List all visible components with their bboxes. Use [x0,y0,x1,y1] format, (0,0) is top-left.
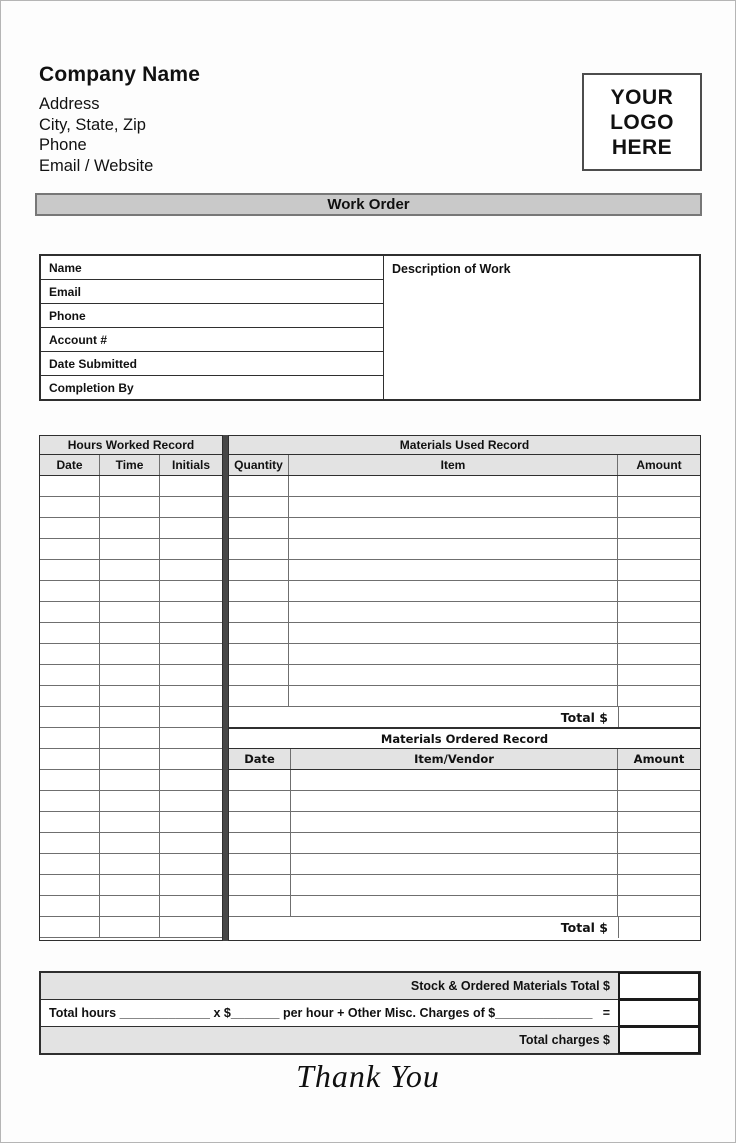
table-cell[interactable] [289,560,618,580]
table-row [229,602,700,623]
table-row [40,623,222,644]
table-cell[interactable] [618,581,700,601]
table-cell[interactable] [618,497,700,517]
table-row [40,686,222,707]
table-cell[interactable] [100,833,160,853]
table-cell[interactable] [229,539,289,559]
table-cell[interactable] [100,518,160,538]
table-cell[interactable] [160,770,222,790]
table-cell[interactable] [160,875,222,895]
materials-ordered-body [229,770,700,917]
table-cell[interactable] [100,854,160,874]
customer-info-fields [41,256,383,399]
table-cell[interactable] [160,812,222,832]
materials-ordered-title: Materials Ordered Record [229,728,700,749]
table-cell[interactable] [160,665,222,685]
materials-used-col-quantity: Quantity [229,455,289,475]
table-cell[interactable] [40,476,100,496]
table-cell[interactable] [40,875,100,895]
table-cell[interactable] [100,644,160,664]
table-cell[interactable] [100,812,160,832]
table-cell[interactable] [100,476,160,496]
table-cell[interactable] [160,539,222,559]
field-date-submitted-label: Date Submitted [49,356,138,371]
table-cell[interactable] [160,560,222,580]
company-email-website: Email / Website [39,156,154,175]
table-cell[interactable] [40,686,100,706]
materials-used-title: Materials Used Record [229,436,700,455]
company-city-state-zip: City, State, Zip [39,115,146,134]
table-cell[interactable] [618,896,700,916]
table-cell[interactable] [229,560,289,580]
table-cell[interactable] [618,686,700,706]
table-cell[interactable] [229,686,289,706]
company-phone: Phone [39,136,87,154]
description-of-work-area[interactable] [383,256,699,399]
table-cell[interactable] [40,560,100,580]
materials-used-header-row [229,455,700,476]
stock-ordered-total-label: Stock & Ordered Materials Total $ [41,973,618,999]
table-cell[interactable] [100,728,160,748]
table-row [229,854,700,875]
table-cell[interactable] [618,875,700,895]
table-cell[interactable] [229,476,289,496]
field-completion-by-label: Completion By [49,380,134,395]
table-cell[interactable] [618,770,700,790]
table-cell[interactable] [40,896,100,916]
table-cell[interactable] [100,917,160,937]
table-cell[interactable] [160,644,222,664]
table-cell[interactable] [40,749,100,769]
table-cell[interactable] [160,623,222,643]
table-cell[interactable] [291,812,618,832]
company-header [39,63,200,176]
table-cell[interactable] [100,686,160,706]
table-cell[interactable] [291,791,618,811]
table-row [40,791,222,812]
field-date-submitted[interactable] [41,352,383,376]
table-row [40,497,222,518]
table-cell[interactable] [229,497,289,517]
thank-you-message: Thank You [296,1058,440,1094]
table-cell[interactable] [229,896,291,916]
logo-placeholder [582,73,702,171]
stock-ordered-total-row [41,973,699,1000]
table-row [40,707,222,728]
table-cell[interactable] [229,644,289,664]
table-cell[interactable] [289,476,618,496]
table-row [229,581,700,602]
table-cell[interactable] [618,812,700,832]
table-row [40,812,222,833]
form-title-bar [35,193,702,216]
table-row [229,896,700,917]
table-cell[interactable] [289,644,618,664]
table-row [229,560,700,581]
materials-used-col-item: Item [289,455,618,475]
table-cell[interactable] [160,791,222,811]
table-cell[interactable] [160,854,222,874]
table-cell[interactable] [229,665,289,685]
materials-table [228,435,701,941]
total-charges-amount-box[interactable] [618,1026,700,1054]
hours-worked-body [40,476,222,938]
table-cell[interactable] [160,581,222,601]
table-cell[interactable] [289,497,618,517]
table-cell[interactable] [618,623,700,643]
table-cell[interactable] [229,602,289,622]
table-row [229,665,700,686]
table-cell[interactable] [100,560,160,580]
charges-formula[interactable] [41,1000,618,1026]
field-name-label: Name [49,260,82,275]
table-row [40,833,222,854]
table-cell[interactable] [40,812,100,832]
table-row [40,581,222,602]
field-name[interactable] [41,256,383,280]
table-cell[interactable] [618,476,700,496]
table-row [40,770,222,791]
table-cell[interactable] [618,665,700,685]
customer-info-section [39,254,701,401]
table-cell[interactable] [289,518,618,538]
table-cell[interactable] [291,854,618,874]
table-row [40,917,222,938]
table-cell[interactable] [229,875,291,895]
charges-formula-equals: = [602,1006,610,1020]
table-row [229,770,700,791]
table-cell[interactable] [289,686,618,706]
table-cell[interactable] [40,728,100,748]
table-cell[interactable] [160,686,222,706]
table-cell[interactable] [289,581,618,601]
table-row [229,644,700,665]
table-cell[interactable] [100,791,160,811]
materials-ordered-col-date: Date [229,749,291,769]
table-row [229,497,700,518]
table-cell[interactable] [40,518,100,538]
table-cell[interactable] [289,539,618,559]
table-cell[interactable] [100,770,160,790]
table-cell[interactable] [100,602,160,622]
table-row [229,686,700,707]
field-account-number[interactable] [41,328,383,352]
table-cell[interactable] [40,665,100,685]
table-row [229,539,700,560]
table-cell[interactable] [229,581,289,601]
table-cell[interactable] [160,476,222,496]
table-cell[interactable] [100,497,160,517]
table-cell[interactable] [100,896,160,916]
table-cell[interactable] [40,791,100,811]
table-cell[interactable] [160,728,222,748]
table-cell[interactable] [100,539,160,559]
table-cell[interactable] [160,497,222,517]
form-title: Work Order [327,196,410,213]
field-phone[interactable] [41,304,383,328]
table-row [229,518,700,539]
field-account-number-label: Account # [49,332,108,347]
description-of-work-label: Description of Work [392,262,511,276]
table-row [40,518,222,539]
company-name: Company Name [39,63,201,86]
table-cell[interactable] [229,791,291,811]
materials-ordered-header-row [229,749,700,770]
total-charges-label: Total charges $ [41,1027,618,1053]
table-cell[interactable] [618,539,700,559]
logo-line-1: YOUR [610,85,674,109]
table-cell[interactable] [618,833,700,853]
table-cell[interactable] [100,707,160,727]
table-cell[interactable] [618,791,700,811]
table-cell[interactable] [289,623,618,643]
materials-ordered-total-row [229,917,700,938]
table-row [229,875,700,896]
table-row [40,539,222,560]
table-cell[interactable] [100,875,160,895]
table-cell[interactable] [40,497,100,517]
materials-ordered-col-item-vendor: Item/Vendor [291,749,618,769]
materials-ordered-total-label: Total $ [560,920,608,935]
table-row [229,791,700,812]
materials-used-total-label: Total $ [560,709,608,725]
table-cell[interactable] [229,854,291,874]
table-cell[interactable] [618,602,700,622]
field-email-label: Email [49,284,82,299]
record-tables-section [39,435,701,941]
table-cell[interactable] [291,770,618,790]
hours-col-initials: Initials [171,458,210,472]
table-row [229,833,700,854]
table-cell[interactable] [229,770,291,790]
table-row [229,623,700,644]
table-cell[interactable] [160,896,222,916]
hours-col-date: Date [40,455,100,475]
materials-ordered-total-amount-cell[interactable] [618,917,700,938]
table-cell[interactable] [618,854,700,874]
table-cell[interactable] [160,707,222,727]
table-cell[interactable] [229,518,289,538]
summary-totals-section [39,971,701,1055]
table-cell[interactable] [40,644,100,664]
table-cell[interactable] [160,833,222,853]
table-cell[interactable] [100,581,160,601]
hours-worked-header-row [40,455,222,476]
table-cell[interactable] [40,770,100,790]
stock-ordered-total-amount-box[interactable] [618,972,700,1000]
table-row [40,749,222,770]
table-row [40,644,222,665]
charges-formula-text: Total hours _____________ x $_______ per hour + Other Misc. Charges of $______________ [49,1006,593,1020]
table-cell[interactable] [160,917,222,937]
table-row [40,665,222,686]
table-row [229,476,700,497]
table-cell[interactable] [160,749,222,769]
field-phone-label: Phone [49,308,86,323]
table-row [40,854,222,875]
table-cell[interactable] [291,833,618,853]
logo-line-3: HERE [611,135,673,159]
table-cell[interactable] [291,875,618,895]
table-cell[interactable] [618,644,700,664]
table-cell[interactable] [40,539,100,559]
table-cell[interactable] [40,833,100,853]
table-cell[interactable] [40,581,100,601]
hours-col-time: Time [100,455,160,475]
table-row [40,896,222,917]
table-cell[interactable] [229,833,291,853]
materials-used-total-row [229,707,700,728]
table-row [229,812,700,833]
table-cell[interactable] [291,896,618,916]
table-cell[interactable] [100,623,160,643]
materials-used-total-amount-cell[interactable] [618,707,700,727]
table-cell[interactable] [100,665,160,685]
table-cell[interactable] [229,623,289,643]
table-row [40,602,222,623]
table-cell[interactable] [289,665,618,685]
charges-formula-row [41,1000,699,1027]
table-cell[interactable] [40,602,100,622]
total-charges-row [41,1027,699,1053]
logo-line-2: LOGO [610,110,674,134]
table-cell[interactable] [618,560,700,580]
table-row [40,476,222,497]
materials-ordered-col-amount: Amount [633,752,685,766]
charges-formula-amount-box[interactable] [618,999,700,1027]
table-cell[interactable] [40,917,100,937]
hours-worked-title: Hours Worked Record [40,436,222,455]
table-cell[interactable] [229,812,291,832]
field-email[interactable] [41,280,383,304]
table-cell[interactable] [40,854,100,874]
logo-placeholder-text [610,85,674,160]
table-cell[interactable] [40,707,100,727]
hours-worked-table [39,435,223,941]
table-row [40,728,222,749]
materials-used-col-amount: Amount [636,458,682,472]
table-cell[interactable] [40,623,100,643]
table-cell[interactable] [160,602,222,622]
field-completion-by[interactable] [41,376,383,399]
table-cell[interactable] [289,602,618,622]
table-row [40,875,222,896]
company-address: Address [39,95,100,113]
table-cell[interactable] [100,749,160,769]
materials-used-body [229,476,700,707]
table-cell[interactable] [618,518,700,538]
table-row [40,560,222,581]
table-cell[interactable] [160,518,222,538]
